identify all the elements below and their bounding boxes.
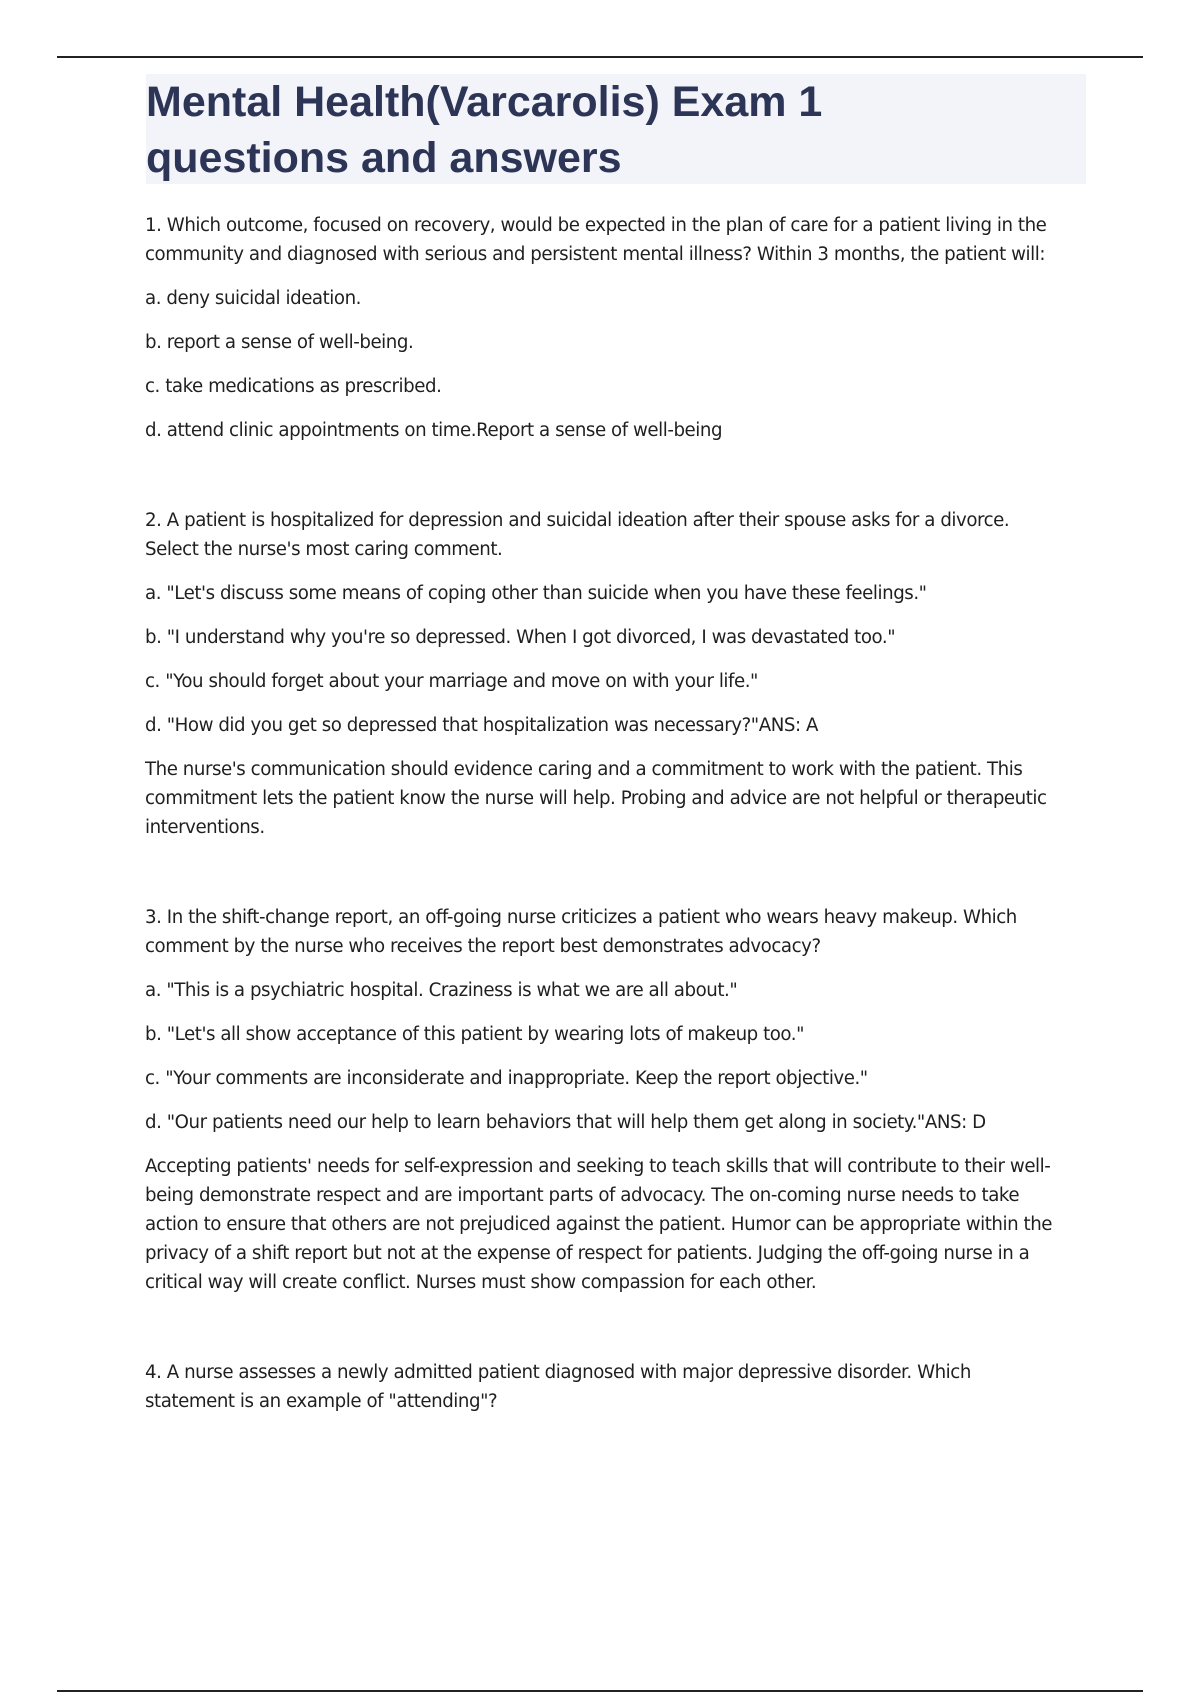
question-block-3 — [145, 903, 1090, 1297]
section-spacer — [145, 1297, 1090, 1358]
question-stem — [145, 506, 1090, 564]
question-block-2 — [145, 506, 1090, 842]
rationale-line: The nurse's communication should evidence caring and a commitment to work with the patient. This — [145, 759, 1023, 780]
stem-line: comment by the nurse who receives the report best demonstrates advocacy? — [145, 936, 821, 957]
section-spacer — [145, 842, 1090, 903]
bottom-rule — [57, 1690, 1143, 1692]
answer-option-a: a. "Let's discuss some means of coping other than suicide when you have these feelings." — [145, 583, 927, 604]
stem-line: 1. Which outcome, focused on recovery, would be expected in the plan of care for a patient living in the — [145, 215, 1047, 236]
answer-option-c: c. take medications as prescribed. — [145, 376, 442, 397]
question-stem — [145, 903, 1090, 961]
answer-option-c: c. "You should forget about your marriage and move on with your life." — [145, 671, 758, 692]
rationale-line: action to ensure that others are not prejudiced against the patient. Humor can be appropriate within the — [145, 1214, 1053, 1235]
question-block-1 — [145, 211, 1090, 445]
rationale-line: critical way will create conflict. Nurses must show compassion for each other. — [145, 1272, 817, 1293]
question-stem — [145, 211, 1090, 269]
stem-line: 3. In the shift-change report, an off-going nurse criticizes a patient who wears heavy makeup. Which — [145, 907, 1017, 928]
document-title — [146, 74, 1086, 186]
answer-option-a: a. deny suicidal ideation. — [145, 288, 361, 309]
rationale-line: commitment lets the patient know the nurse will help. Probing and advice are not helpful or therapeutic — [145, 788, 1047, 809]
answer-rationale — [145, 755, 1090, 842]
answer-option-c: c. "Your comments are inconsiderate and inappropriate. Keep the report objective." — [145, 1068, 868, 1089]
title-line: questions and answers — [146, 134, 622, 182]
answer-option-b: b. "I understand why you're so depressed. When I got divorced, I was devastated too." — [145, 627, 896, 648]
answer-option-d: d. attend clinic appointments on time.Report a sense of well-being — [145, 420, 723, 441]
answer-option-b: b. "Let's all show acceptance of this patient by wearing lots of makeup too." — [145, 1024, 805, 1045]
title-line: Mental Health(Varcarolis) Exam 1 — [146, 78, 823, 126]
rationale-line: privacy of a shift report but not at the expense of respect for patients. Judging the off-going nurse in a — [145, 1243, 1030, 1264]
answer-option-a: a. "This is a psychiatric hospital. Craziness is what we are all about." — [145, 980, 738, 1001]
stem-line: Select the nurse's most caring comment. — [145, 539, 503, 560]
answer-option-d: d. "How did you get so depressed that hospitalization was necessary?"ANS: A — [145, 715, 818, 736]
question-block-4 — [145, 1358, 1090, 1416]
answer-rationale — [145, 1152, 1090, 1297]
rationale-line: being demonstrate respect and are important parts of advocacy. The on-coming nurse needs to take — [145, 1185, 1020, 1206]
section-spacer — [145, 445, 1090, 506]
stem-line: 4. A nurse assesses a newly admitted patient diagnosed with major depressive disorder. Which — [145, 1362, 971, 1383]
stem-line: 2. A patient is hospitalized for depression and suicidal ideation after their spouse asks for a divorce. — [145, 510, 1010, 531]
top-rule — [57, 56, 1143, 58]
answer-option-d: d. "Our patients need our help to learn behaviors that will help them get along in society."ANS: D — [145, 1112, 986, 1133]
rationale-line: Accepting patients' needs for self-expression and seeking to teach skills that will contribute to their well- — [145, 1156, 1051, 1177]
answer-option-b: b. report a sense of well-being. — [145, 332, 414, 353]
question-stem — [145, 1358, 1090, 1416]
stem-line: community and diagnosed with serious and persistent mental illness? Within 3 months, the patient will: — [145, 244, 1046, 265]
document-body — [145, 211, 1090, 1416]
rationale-line: interventions. — [145, 817, 265, 838]
stem-line: statement is an example of "attending"? — [145, 1391, 498, 1412]
